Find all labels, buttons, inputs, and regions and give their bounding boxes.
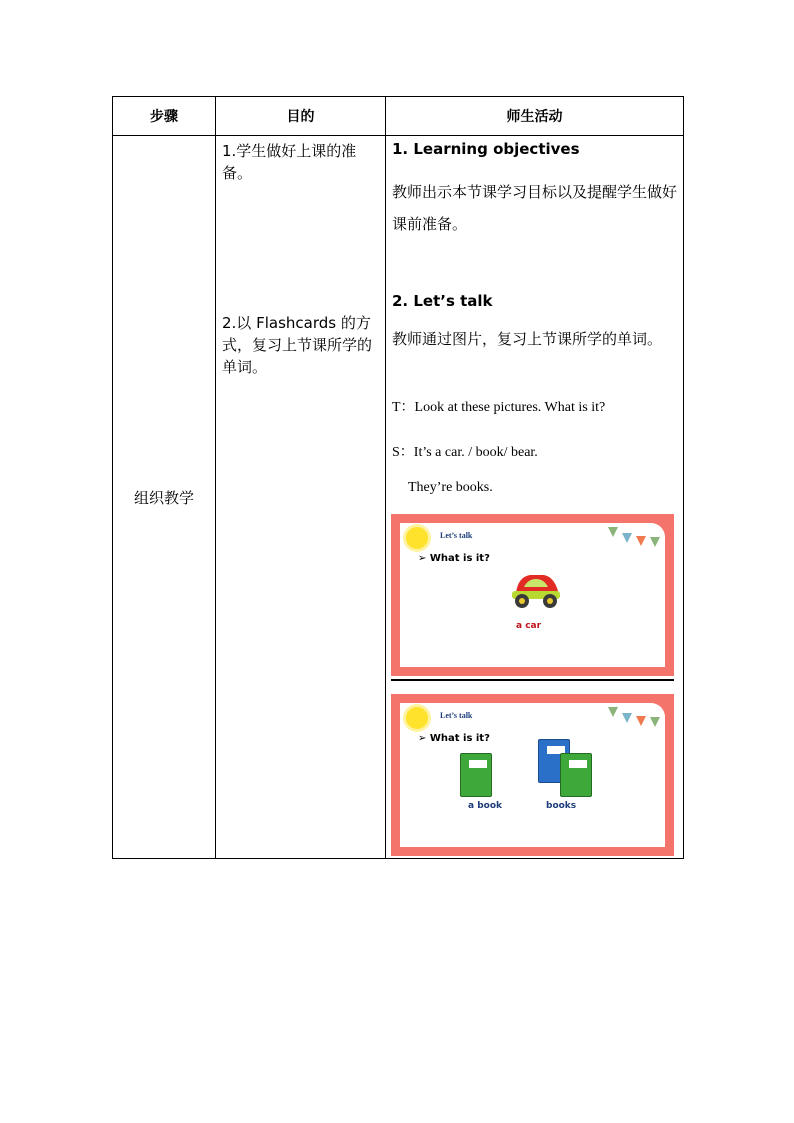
student-line: S：It’s a car. / book/ bear. <box>392 445 538 460</box>
slide-car-caption: a car <box>516 621 542 631</box>
header-purpose: 目的 <box>216 97 386 136</box>
activity-cell <box>386 136 684 859</box>
slide-car-title: Let’s talk <box>440 531 473 540</box>
purpose-cell <box>216 136 386 859</box>
step-cell: 组织教学 <box>113 136 216 859</box>
bunting-flag-icon <box>636 716 646 726</box>
purpose-1: 1.学生做好上课的准备。 <box>222 142 357 182</box>
plural-line: They’re books. <box>408 480 493 495</box>
activity-1-title: 1. Learning objectives <box>392 140 580 158</box>
sun-icon <box>406 527 428 549</box>
slide-books <box>391 694 674 856</box>
bunting-flag-icon <box>608 527 618 537</box>
slide-books-question: ➢ What is it? <box>418 733 490 744</box>
activity-1-text: 教师出示本节课学习目标以及提醒学生做好课前准备。 <box>392 183 678 233</box>
slide-car-question: ➢ What is it? <box>418 553 490 564</box>
slide-books-caption-b: books <box>546 801 577 811</box>
slide-separator <box>391 679 674 681</box>
car-icon <box>508 567 564 611</box>
bunting-flag-icon <box>622 713 632 723</box>
slide-car <box>391 514 674 676</box>
slide-books-panel <box>400 703 665 847</box>
sun-icon <box>406 707 428 729</box>
slide-car-panel <box>400 523 665 667</box>
purpose-2: 2.以 Flashcards 的方式，复习上节课所学的单词。 <box>222 314 373 376</box>
header-step: 步骤 <box>113 97 216 136</box>
slide-books-title: Let’s talk <box>440 711 473 720</box>
activity-2-text: 教师通过图片，复习上节课所学的单词。 <box>392 330 663 348</box>
body-row <box>113 136 684 859</box>
lesson-table <box>112 96 684 859</box>
teacher-line: T：Look at these pictures. What is it? <box>392 400 606 415</box>
book-icon <box>460 753 492 797</box>
book-icon <box>560 753 592 797</box>
slide-books-caption-a: a book <box>468 801 503 811</box>
bunting-flag-icon <box>650 717 660 727</box>
bunting-flag-icon <box>608 707 618 717</box>
header-activity: 师生活动 <box>386 97 684 136</box>
bunting-flag-icon <box>622 533 632 543</box>
bunting-flag-icon <box>636 536 646 546</box>
bunting-flag-icon <box>650 537 660 547</box>
header-row <box>113 97 684 136</box>
activity-2-title: 2. Let’s talk <box>392 292 493 310</box>
